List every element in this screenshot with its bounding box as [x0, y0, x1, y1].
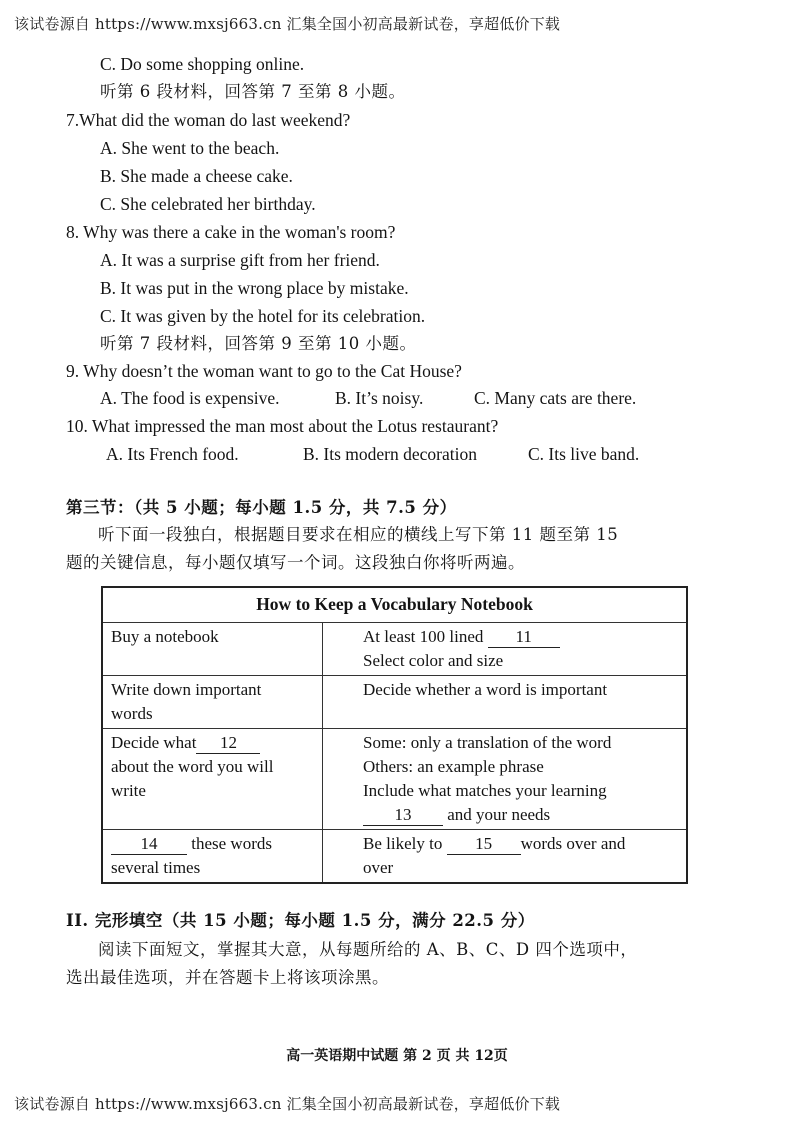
section7-instruction: 听第 7 段材料，回答第 9 至第 10 小题。	[100, 334, 417, 353]
row2-left-line1: Write down important	[111, 680, 262, 699]
blank-13[interactable]: 13	[363, 805, 443, 826]
watermark-bottom	[14, 1093, 560, 1114]
table-cell	[323, 830, 688, 884]
watermark-url[interactable]: https://www.mxsj663.cn	[94, 15, 282, 33]
row3-right-line3: Include what matches your learning	[363, 781, 607, 800]
table-row	[102, 729, 687, 830]
table-cell	[102, 830, 323, 884]
part3-heading: 第三节：（共 5 小题；每小题 1.5 分，共 7.5 分）	[66, 498, 457, 517]
question-10-option-a: A. Its French food.	[106, 444, 239, 464]
question-9-option-c: C. Many cats are there.	[474, 388, 637, 408]
row1-left-text: Buy a notebook	[111, 627, 219, 646]
table-cell	[102, 676, 323, 729]
question-8-stem: 8. Why was there a cake in the woman's room?	[66, 222, 396, 242]
question-7-option-c: C. She celebrated her birthday.	[100, 194, 316, 214]
row2-left-line2: words	[111, 704, 153, 723]
part2-instruction-line1: 阅读下面短文，掌握其大意，从每题所给的 A、B、C、D 四个选项中，	[98, 940, 638, 959]
question-7-option-a: A. She went to the beach.	[100, 138, 280, 158]
row2-right-line1: Decide whether a word is important	[363, 680, 608, 699]
vocabulary-notebook-table	[101, 586, 688, 884]
prev-option-c: C. Do some shopping online.	[100, 54, 305, 74]
table-cell	[102, 729, 323, 830]
question-7-option-b: B. She made a cheese cake.	[100, 166, 293, 186]
blank-12[interactable]: 12	[196, 733, 260, 754]
table-row	[102, 623, 687, 676]
watermark-prefix: 该试卷源自	[14, 15, 91, 33]
question-9-option-a: A. The food is expensive.	[100, 388, 280, 408]
table-cell	[323, 623, 688, 676]
row3-right-line2: Others: an example phrase	[363, 757, 544, 776]
row3-left-line2: about the word you will	[111, 757, 274, 776]
question-10-option-c: C. Its live band.	[528, 444, 640, 464]
table-cell	[323, 676, 688, 729]
watermark-url[interactable]: https://www.mxsj663.cn	[94, 1095, 282, 1113]
question-8-option-a: A. It was a surprise gift from her friend.	[100, 250, 380, 270]
watermark-top	[14, 13, 560, 34]
watermark-suffix: 汇集全国小初高最新试卷，享超低价下载	[286, 15, 561, 33]
table-cell	[323, 729, 688, 830]
blank-15[interactable]: 15	[447, 834, 521, 855]
row4-left-post: these words	[187, 834, 272, 853]
row3-right-line1: Some: only a translation of the word	[363, 733, 612, 752]
watermark-prefix: 该试卷源自	[14, 1095, 91, 1113]
row4-right-post: words over and	[520, 834, 626, 853]
question-9-option-b: B. It’s noisy.	[335, 388, 424, 408]
page-footer: 高一英语期中试题 第 2 页 共 12页	[286, 1048, 508, 1064]
question-9-stem: 9. Why doesn’t the woman want to go to the Cat House?	[66, 361, 462, 381]
row4-right-line2: over	[363, 858, 394, 877]
part2-heading: II. 完形填空（共 15 小题；每小题 1.5 分，满分 22.5 分）	[66, 911, 535, 930]
watermark-suffix: 汇集全国小初高最新试卷，享超低价下载	[286, 1095, 561, 1113]
row3-left-line3: write	[111, 781, 146, 800]
row3-right-line4: and your needs	[443, 805, 551, 824]
row4-left-line2: several times	[111, 858, 201, 877]
table-row	[102, 830, 687, 884]
blank-14[interactable]: 14	[111, 834, 187, 855]
table-cell	[102, 623, 323, 676]
section6-instruction: 听第 6 段材料，回答第 7 至第 8 小题。	[100, 82, 406, 101]
part3-instruction-line1: 听下面一段独白，根据题目要求在相应的横线上写下第 11 题至第 15	[98, 525, 619, 544]
table-row	[102, 676, 687, 729]
part3-instruction-line2: 题的关键信息，每小题仅填写一个词。这段独白你将听两遍。	[66, 553, 525, 572]
question-7-stem: 7.What did the woman do last weekend?	[66, 110, 351, 130]
question-8-option-b: B. It was put in the wrong place by mistake.	[100, 278, 409, 298]
question-10-stem: 10. What impressed the man most about the Lotus restaurant?	[66, 416, 499, 436]
row4-right-pre: Be likely to	[363, 834, 447, 853]
question-8-option-c: C. It was given by the hotel for its celebration.	[100, 306, 426, 326]
question-10-option-b: B. Its modern decoration	[303, 444, 477, 464]
row1-right-text: At least 100 lined	[363, 627, 488, 646]
part2-instruction-line2: 选出最佳选项，并在答题卡上将该项涂黑。	[66, 968, 389, 987]
row3-left-pre: Decide what	[111, 733, 197, 752]
row1-right-line2: Select color and size	[363, 651, 504, 670]
blank-11[interactable]: 11	[488, 627, 560, 648]
table-title: How to Keep a Vocabulary Notebook	[102, 587, 687, 623]
